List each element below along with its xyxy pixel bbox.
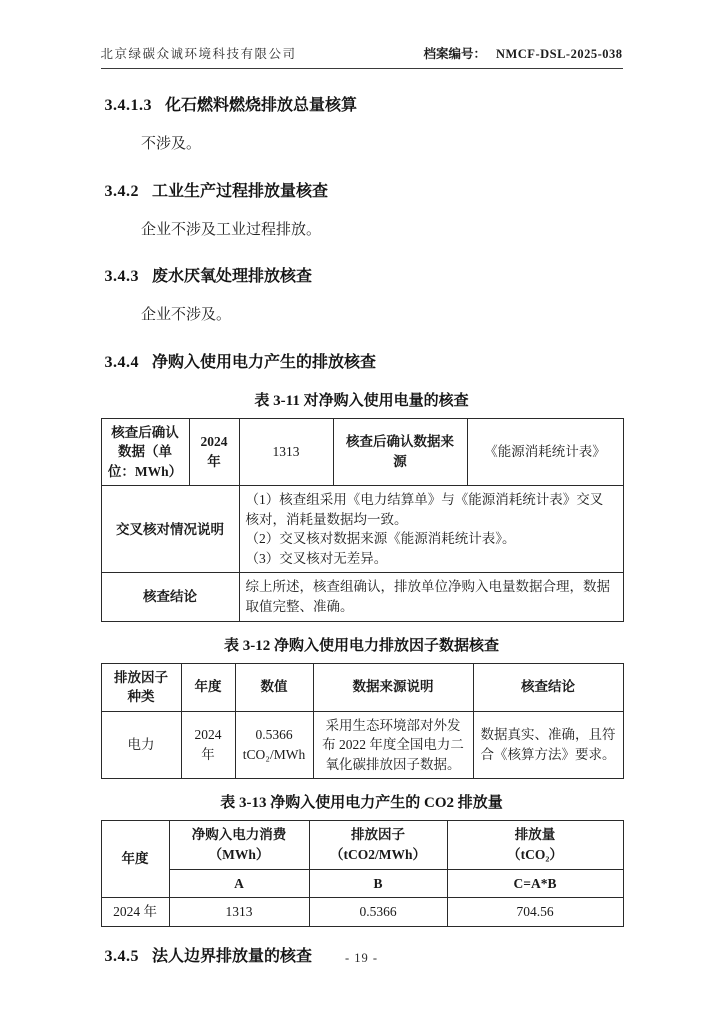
archive-number	[423, 44, 622, 62]
header-company-name: 北京绿碳众诚环境科技有限公司	[100, 47, 297, 61]
section-title: 工业生产过程排放量核查	[152, 182, 329, 200]
t13-subheader-c: C=A*B	[447, 869, 623, 898]
t12-factor-value-cell	[235, 711, 313, 779]
section-heading-3-4-4	[105, 353, 623, 373]
t12-factor-type: 电力	[101, 711, 181, 779]
page-content	[101, 0, 623, 967]
t12-header-source: 数据来源说明	[313, 663, 473, 711]
t13-header-emission-unit: （tCO₂）	[507, 846, 563, 862]
section-title: 化石燃料燃烧排放总量核算	[165, 97, 358, 114]
section-title: 净购入使用电力产生的排放核查	[152, 353, 377, 371]
t12-header-factor-type: 排放因子种类	[101, 663, 181, 711]
crosscheck-line-3: （3）交叉核对无差异。	[245, 550, 388, 566]
crosscheck-line-2: （2）交叉核对数据来源《能源消耗统计表》。	[245, 531, 516, 547]
t13-header-factor-name: 排放因子	[351, 827, 405, 843]
section-heading-3-4-3	[105, 267, 623, 287]
section-number: 3.4.2	[104, 182, 139, 200]
table-caption-3-11: 表 3-11 对净购入使用电量的核查	[254, 392, 469, 409]
table-3-13	[101, 820, 624, 926]
page-running-header	[101, 0, 623, 62]
t13-header-consumption	[169, 821, 309, 869]
table-3-11	[101, 418, 624, 622]
table-subheader-row	[101, 869, 623, 898]
table-header-row	[101, 821, 623, 869]
header-divider	[101, 68, 623, 69]
t13-header-consumption-name: 净购入电力消费	[191, 827, 287, 843]
t12-factor-value: 0.5366	[255, 727, 293, 743]
section-title: 废水厌氧处理排放核查	[152, 268, 313, 285]
table-row	[101, 418, 623, 486]
t11-crosscheck-label: 交叉核对情况说明	[101, 486, 239, 573]
t11-year-cell	[189, 418, 239, 486]
t11-crosscheck-detail	[239, 486, 623, 573]
section-number: 3.4.5	[104, 947, 139, 965]
t13-emission: 704.56	[447, 898, 623, 927]
t12-factor-unit: tCO₂/MWh	[242, 747, 306, 763]
section-number: 3.4.1.3	[104, 97, 152, 114]
t13-consumption: 1313	[169, 898, 309, 927]
table-header-row	[101, 663, 623, 711]
t12-year-cell	[181, 711, 235, 779]
table-row	[101, 711, 623, 779]
t13-header-factor-unit: （tCO2/MWh）	[330, 846, 426, 862]
crosscheck-line-1: （1）核查组采用《电力结算单》与《能源消耗统计表》交叉核对，消耗量数据均一致。	[245, 492, 604, 527]
t13-header-emission	[447, 821, 623, 869]
table-3-12	[101, 663, 624, 780]
t12-header-conclusion: 核查结论	[473, 663, 623, 711]
t13-subheader-b: B	[309, 869, 447, 898]
t12-source-text: 采用生态环境部对外发布 2022 年度全国电力二氧化碳排放因子数据。	[313, 711, 473, 779]
t13-year: 2024 年	[101, 898, 169, 927]
section-number: 3.4.3	[104, 268, 139, 285]
table-row	[101, 898, 623, 927]
t12-header-value: 数值	[235, 663, 313, 711]
t12-year-value: 2024	[194, 727, 222, 743]
t11-electricity-value: 1313	[239, 418, 333, 486]
t11-conclusion-text: 综上所述，核查组确认，排放单位净购入电量数据合理，数据取值完整、准确。	[239, 573, 623, 621]
t12-year-unit: 年	[201, 747, 215, 763]
section-body-3-4-2: 企业不涉及工业过程排放。	[141, 221, 322, 238]
archive-value: NMCF-DSL-2025-038	[495, 47, 623, 61]
t13-header-factor	[309, 821, 447, 869]
t13-subheader-a: A	[169, 869, 309, 898]
section-heading-3-4-2	[105, 182, 623, 202]
t12-conclusion-text: 数据真实、准确，且符合《核算方法》要求。	[473, 711, 623, 779]
section-title: 法人边界排放量的核查	[152, 947, 313, 965]
t13-header-emission-name: 排放量	[514, 827, 556, 843]
t11-source-value: 《能源消耗统计表》	[467, 418, 623, 486]
t11-conclusion-label: 核查结论	[101, 573, 239, 621]
section-number: 3.4.4	[104, 353, 139, 371]
t11-year-value: 2024	[200, 434, 228, 450]
section-body-3-4-1-3: 不涉及。	[141, 136, 202, 152]
table-caption-3-12: 表 3-12 净购入使用电力排放因子数据核查	[224, 637, 499, 654]
table-row	[101, 573, 623, 621]
t11-year-unit: 年	[207, 453, 221, 469]
t13-factor: 0.5366	[309, 898, 447, 927]
page-number: - 19 -	[344, 951, 379, 965]
section-heading-3-4-1-3	[105, 96, 623, 116]
archive-label: 档案编号：	[423, 47, 486, 61]
table-caption-3-13: 表 3-13 净购入使用电力产生的 CO2 排放量	[220, 795, 503, 812]
t12-header-year: 年度	[181, 663, 235, 711]
t11-confirmed-data-label: 核查后确认数据（单位：MWh）	[101, 418, 189, 486]
t11-source-label: 核查后确认数据来源	[333, 418, 467, 486]
section-body-3-4-3: 企业不涉及。	[141, 307, 232, 323]
t13-header-consumption-unit: （MWh）	[208, 846, 270, 862]
t13-header-year: 年度	[101, 821, 169, 898]
table-row	[101, 486, 623, 573]
